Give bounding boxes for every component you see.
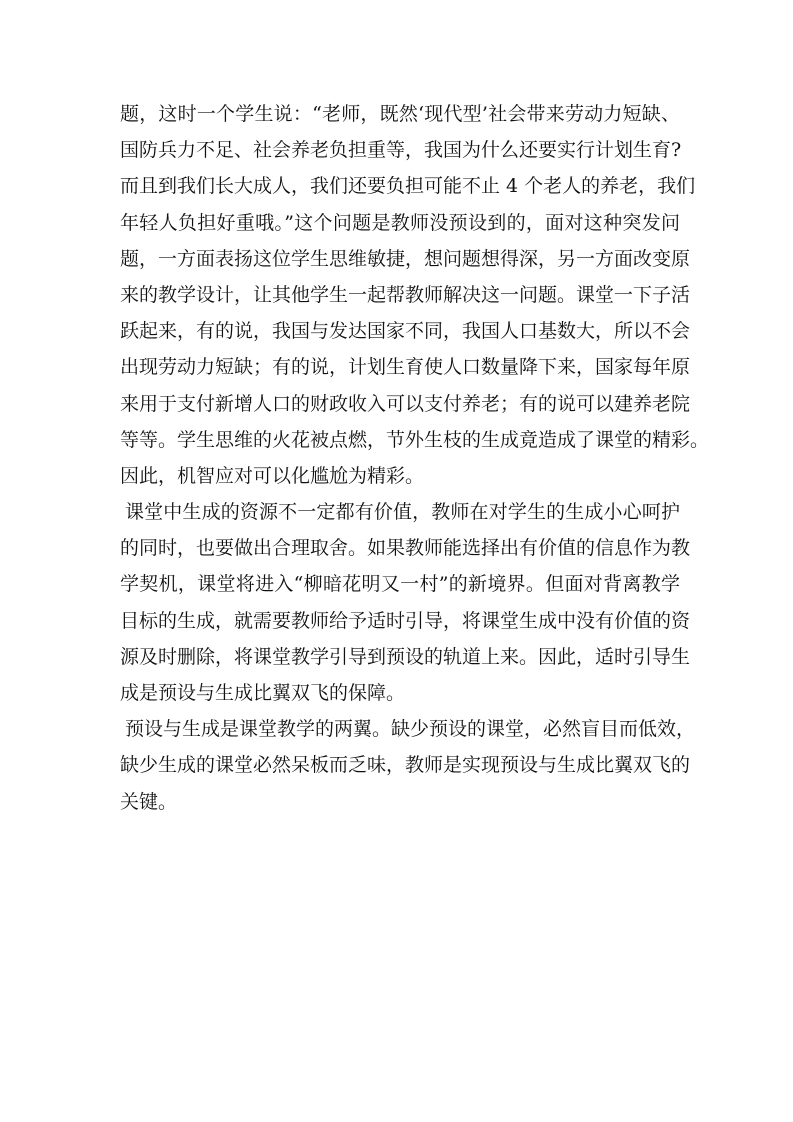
text-line: 而且到我们长大成人，我们还要负担可能不止 4 个老人的养老，我们	[120, 175, 696, 198]
text-line: 出现劳动力短缺；有的说，计划生育使人口数量降下来，国家每年原	[120, 356, 691, 379]
text-line: 关键。	[120, 790, 178, 813]
text-line: 缺少生成的课堂必然呆板而乏味，教师是实现预设与生成比翼双飞的	[120, 754, 691, 777]
text-line: 跃起来，有的说，我国与发达国家不同，我国人口基数大，所以不会	[120, 320, 691, 343]
text-line: 来用于支付新增人口的财政收入可以支付养老；有的说可以建养老院	[120, 392, 691, 415]
text-line: 的同时，也要做出合理取舍。如果教师能选择出有价值的信息作为教	[120, 537, 691, 560]
text-line: 学契机，课堂将进入“柳暗花明又一村”的新境界。但面对背离教学	[120, 573, 680, 596]
text-line: 目标的生成，就需要教师给予适时引导，将课堂生成中没有价值的资	[120, 609, 691, 632]
text-line: 课堂中生成的资源不一定都有价值，教师在对学生的生成小心呵护	[125, 501, 680, 524]
text-line: 年轻人负担好重哦。”这个问题是教师没预设到的，面对这种突发问	[120, 211, 680, 234]
text-line: 国防兵力不足、社会养老负担重等，我国为什么还要实行计划生育?	[120, 139, 682, 162]
paragraph-2	[120, 494, 691, 711]
text-line: 源及时删除，将课堂教学引导到预设的轨道上来。因此，适时引导生	[120, 645, 691, 668]
text-line: 等等。学生思维的火花被点燃，节外生枝的生成竟造成了课堂的精彩。	[120, 428, 710, 451]
paragraph-1	[120, 96, 710, 494]
text-line: 题，这时一个学生说：“老师，既然‘现代型’社会带来劳动力短缺、	[120, 103, 680, 125]
text-line: 题，一方面表扬这位学生思维敏捷，想问题想得深，另一方面改变原	[120, 247, 691, 270]
text-line: 成是预设与生成比翼双飞的保障。	[120, 682, 406, 704]
text-line: 因此，机智应对可以化尴尬为精彩。	[120, 464, 425, 487]
paragraph-3	[120, 711, 696, 820]
text-line: 来的教学设计，让其他学生一起帮教师解决这一问题。课堂一下子活	[120, 283, 691, 306]
text-line: 预设与生成是课堂教学的两翼。缺少预设的课堂，必然盲目而低效，	[125, 718, 696, 741]
document-body	[120, 96, 710, 820]
